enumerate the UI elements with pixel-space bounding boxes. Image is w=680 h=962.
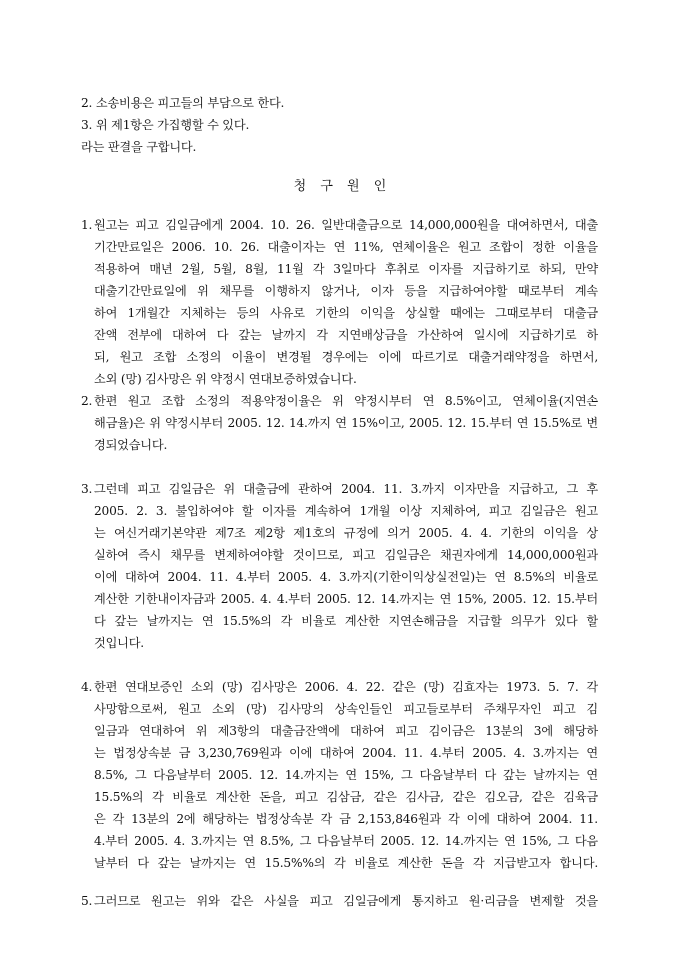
paragraph-number: 2.: [81, 394, 93, 408]
paragraph-line: 15.5%의 각 비율로 계산한 돈을, 피고 김삼금, 같은 김사금, 같은 김오금, 같은 김육금: [94, 790, 598, 804]
paragraph-line: 원고는 피고 김일금에게 2004. 10. 26. 일반대출금으로 14,000,000원을 대여하면서, 대출: [94, 218, 598, 232]
paragraph-line: 날부터 다 갚는 날까지는 연 15.5%%의 각 비율로 계산한 돈을 각 지급받고자 합니다.: [94, 856, 598, 870]
intro-line: 2. 소송비용은 피고들의 부담으로 한다.: [81, 96, 285, 110]
paragraph-number: 1.: [81, 218, 93, 232]
intro-line: 라는 판결을 구합니다.: [81, 140, 197, 154]
intro-line: 3. 위 제1항은 가집행할 수 있다.: [81, 118, 250, 132]
paragraph-line: 기간만료일은 2006. 10. 26. 대출이자는 연 11%, 연체이율은 원고 조합이 정한 이율을: [94, 240, 598, 254]
paragraph-line: 계산한 기한내이자금과 2005. 4. 4.부터 2005. 12. 14.까지는 연 15%, 2005. 12. 15.부터: [94, 592, 598, 606]
paragraph-line: 다 갚는 날까지는 연 15.5%의 각 비율로 계산한 지연손해금을 지급할 의무가 있다 할: [94, 614, 598, 628]
paragraph-line: 그런데 피고 김일금은 위 대출금에 관하여 2004. 11. 3.까지 이자만을 지급하고, 그 후: [94, 482, 598, 496]
paragraph-number: 3.: [81, 482, 93, 496]
paragraph-line: 적용하여 매년 2월, 5월, 8월, 11월 각 3일마다 후취로 이자를 지급하기로 하되, 만약: [94, 262, 598, 276]
paragraph-line: 4.부터 2005. 4. 3.까지는 연 8.5%, 그 다음날부터 2005. 12. 14.까지는 연 15%, 그 다음: [94, 834, 598, 848]
paragraph-number: 5.: [81, 894, 93, 908]
paragraph-line: 은 각 13분의 2에 해당하는 법정상속분 각 금 2,153,846원과 각 이에 대하여 2004. 11.: [94, 812, 598, 826]
paragraph-line: 경되었습니다.: [94, 438, 168, 452]
paragraph-line: 일금과 연대하여 위 제3항의 대출금잔액에 대하여 피고 김이금은 13분의 3에 해당하: [94, 724, 598, 738]
paragraph-line: 대출기간만료일에 위 채무를 이행하지 않거나, 이자 등을 지급하여야할 때로부터 계속: [94, 284, 598, 298]
paragraph-line: 이에 대하여 2004. 11. 4.부터 2005. 4. 3.까지(기한이익상실전일)는 연 8.5%의 비율로: [94, 570, 598, 584]
paragraph-line: 해금율)은 위 약정시부터 2005. 12. 14.까지 연 15%이고, 2005. 12. 15.부터 연 15.5%로 변: [94, 416, 598, 430]
paragraph-line: 2005. 2. 3. 불입하여야 할 이자를 계속하여 1개월 이상 지체하여, 피고 김일금은 원고: [94, 504, 598, 518]
paragraph-line: 잔액 전부에 대하여 다 갚는 날까지 각 지연배상금을 가산하여 일시에 지급하기로 하: [94, 328, 598, 342]
paragraph-line: 한편 원고 조합 소정의 적용약정이율은 위 약정시부터 연 8.5%이고, 연체이율(지연손: [94, 394, 598, 408]
paragraph-line: 한편 연대보증인 소외 (망) 김사망은 2006. 4. 22. 같은 (망) 김효자는 1973. 5. 7. 각: [94, 680, 598, 694]
paragraph-line: 는 법정상속분 금 3,230,769원과 이에 대하여 2004. 11. 4.부터 2005. 4. 3.까지는 연: [94, 746, 598, 760]
paragraph-number: 4.: [81, 680, 93, 694]
paragraph-line: 것입니다.: [94, 636, 144, 650]
paragraph-line: 소외 (망) 김사망은 위 약정시 연대보증하였습니다.: [94, 372, 357, 386]
paragraph-line: 실하여 즉시 채무를 변제하여야할 것이므로, 피고 김일금은 채권자에게 14,000,000원과: [94, 548, 598, 562]
paragraph-line: 되, 원고 조합 소정의 이율이 변경될 경우에는 이에 따르기로 대출거래약정을 하면서,: [94, 350, 598, 364]
paragraph-line: 는 여신거래기본약관 제7조 제2항 제1호의 규정에 의거 2005. 4. 4. 기한의 이익을 상: [94, 526, 598, 540]
paragraph-line: 8.5%, 그 다음날부터 2005. 12. 14.까지는 연 15%, 그 다음날부터 다 갚는 날까지는 연: [94, 768, 598, 782]
paragraph-line: 그러므로 원고는 위와 같은 사실을 피고 김일금에게 통지하고 원·리금을 변제할 것을: [94, 894, 598, 908]
section-title: 청 구 원 인: [293, 179, 387, 194]
paragraph-line: 사망함으로써, 원고 소외 (망) 김사망의 상속인들인 피고들로부터 주채무자인 피고 김: [94, 702, 598, 716]
paragraph-line: 하여 1개월간 지체하는 등의 사유로 기한의 이익을 상실할 때에는 그때로부터 대출금: [94, 306, 598, 320]
